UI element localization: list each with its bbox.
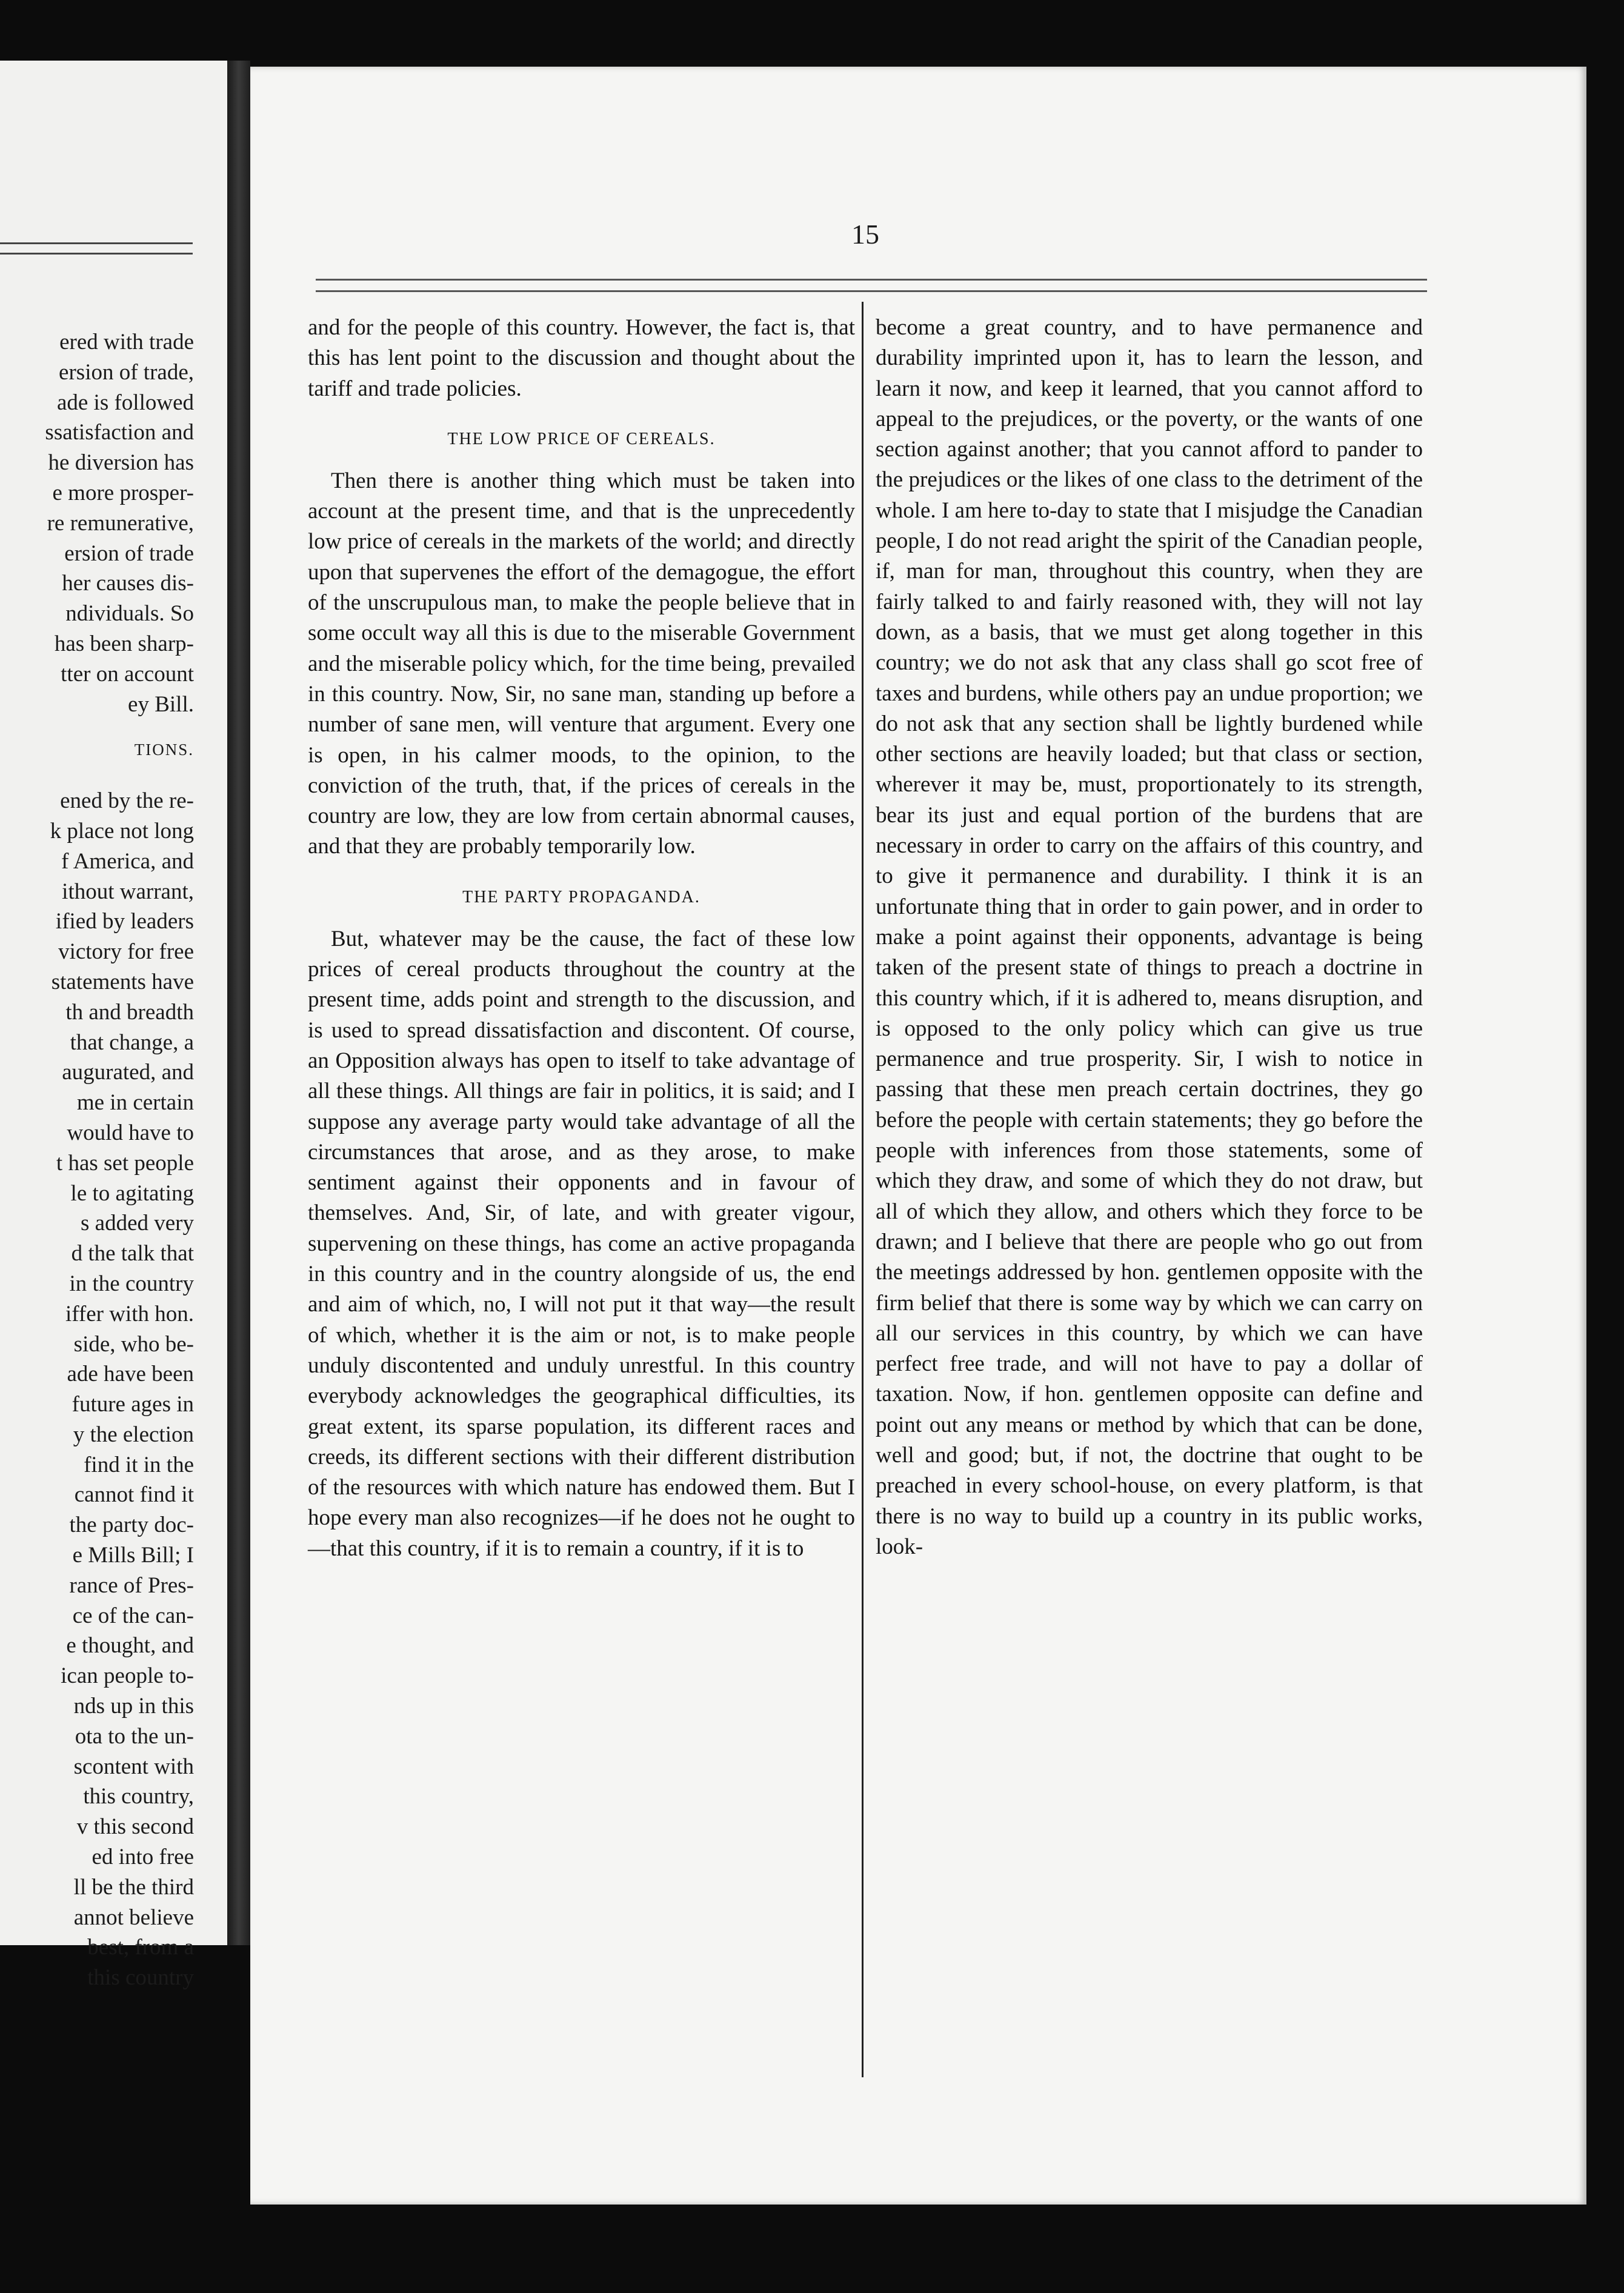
previous-page-line: best, from a bbox=[87, 1935, 194, 1960]
previous-page-line: victory for free bbox=[58, 939, 194, 965]
previous-page-rule bbox=[0, 242, 193, 255]
previous-page-line: cannot find it bbox=[74, 1482, 194, 1508]
previous-page-line: ll be the third bbox=[73, 1874, 194, 1900]
previous-page-line: ade is followed bbox=[56, 390, 194, 415]
previous-page-line: rance of Pres- bbox=[69, 1572, 194, 1598]
previous-page-line: ersion of trade, bbox=[59, 359, 194, 385]
previous-page-line: ota to the un- bbox=[75, 1723, 194, 1749]
previous-page-line: scontent with bbox=[73, 1754, 194, 1779]
previous-page-line: v this second bbox=[76, 1814, 194, 1840]
previous-page-line: ersion of trade bbox=[64, 541, 194, 566]
previous-page-line: in the country bbox=[69, 1271, 194, 1296]
previous-page-line: s added very bbox=[81, 1211, 194, 1236]
previous-page-line: t has set people bbox=[56, 1150, 194, 1176]
previous-page-line: me in certain bbox=[76, 1090, 194, 1116]
column-divider bbox=[862, 302, 864, 2077]
previous-page-line: statements have bbox=[51, 969, 194, 994]
page-number: 15 bbox=[851, 219, 879, 250]
previous-page-line: e Mills Bill; I bbox=[72, 1543, 194, 1568]
previous-page-line: he diversion has bbox=[48, 450, 194, 476]
previous-page-line: re remunerative, bbox=[47, 510, 194, 536]
paragraph-propaganda: But, whatever may be the cause, the fact of these low prices of cereal products throughout the country at the present time, adds point and strength to the discussion, and is used to spread dissatisfaction and discontent. Of course, an Opposition always has open to itself to take advantage of all these things. All things are fair in politics, it is said; and I suppose any average party would take advantage of all the circumstances that arose, and as they arose, to make sentiment against their opponents and in favour of themselves. And, Sir, of late, and with greater vigour, supervening on these things, has come an active propaganda in this country and in the country alongside of us, the end and aim of which, no, I will not put it that way—the result of which, whether it is the aim or not, is to make people unduly discontented and unduly unrestful. In this country everybody acknowledges the geographical difficulties, its great extent, its sparse population, its different races and creeds, its different sections with their different distribution of the resources with which nature has endowed them. But I hope every man also recognizes—if he does not he ought to—that this country, if it is to remain a country, if it is to bbox=[308, 926, 855, 1561]
previous-page-line: annot believe bbox=[73, 1905, 194, 1930]
previous-page-text bbox=[0, 327, 194, 1993]
previous-page-line: ithout warrant, bbox=[62, 879, 194, 904]
book-spine bbox=[227, 61, 250, 1945]
previous-page-line: side, who be- bbox=[73, 1331, 194, 1357]
previous-page-line: this country bbox=[87, 1965, 194, 1991]
page-15 bbox=[250, 67, 1586, 2205]
previous-page-lines-top bbox=[0, 327, 194, 719]
previous-page-heading: TIONS. bbox=[134, 740, 194, 759]
previous-page-line: the party doc- bbox=[69, 1513, 194, 1538]
previous-page-line: le to agitating bbox=[70, 1180, 194, 1206]
previous-page-line: that change, a bbox=[70, 1030, 194, 1055]
right-column bbox=[876, 313, 1423, 1562]
previous-page-line: tter on account bbox=[61, 661, 194, 687]
paragraph-cereals: Then there is another thing which must be taken into account at the present time, and that is the unprecedently low price of cereals in the markets of the world; and directly upon that supervenes the effort of the demagogue, the effort of the unscrupulous man, to make the people believe that in some occult way all this is due to the miserable Government and the miserable policy which, for the time being, prevailed in this country. Now, Sir, no sane man, standing up before a number of sane men, will venture that argument. Every one is open, in his calmer moods, to the opinion, to the conviction of the truth, that, if the prices of cereals in the country are low, they are low from certain abnormal causes, and that they are probably temporarily low. bbox=[308, 468, 855, 859]
previous-page-line: e thought, and bbox=[66, 1633, 194, 1659]
previous-page-line: ssatisfaction and bbox=[45, 420, 194, 445]
paragraph-permanence: become a great country, and to have permanence and durability imprinted upon it, has to learn the lesson, and learn it now, and keep it learned, that you cannot afford to appeal to the prejudices, or the poverty, or the wants of one section against another; that you cannot afford to pander to the prejudices or the likes of one class to the detriment of the whole. I am here to-day to state that I misjudge the Canadian people, I do not read aright the spirit of the Canadian people, if, man for man, throughout this country, when they are fairly talked to and fairly reasoned with, they will not lay down, as a basis, that we must get along together in this country; we do not ask that any class shall go scot free of taxes and burdens, while others pay an undue proportion; we do not ask that any section shall be lightly burdened while other sections are heavily loaded; but that class or section, wherever it may be, must, proportionately to its strength, bear its just and equal portion of the burdens that are necessary in order to carry on the affairs of this country, and to give it permanence and durability. I think it is an unfortunate thing that in order to gain power, and in order to make a point against their opponents, advantage is being taken of the present state of things to preach a doctrine in this country which, if it is adhered to, means disruption, and is opposed to the only policy which can give us true permanence and true prosperity. Sir, I wish to notice in passing that these men preach certain doctrines, they go before the people with certain statements; they go before the people with inferences from those statements, some of which they draw, and some of which they do not draw, but all of which they allow, and others which they force to be drawn; and I believe that there are people who go out from the meetings addressed by hon. gentlemen opposite with the firm belief that there is some way by which we can carry on all our services in this country, by which we can have perfect free trade, and will not have to pay a dollar of taxation. Now, if hon. gentlemen opposite can define and point out any means or method by which that can be done, well and good; but, if not, the doctrine that ought to be preached in every school-house, on every platform, is that there is no way to build up a country in its public works, look- bbox=[876, 315, 1423, 1559]
previous-page-line: k place not long bbox=[50, 818, 194, 844]
previous-page-line: th and breadth bbox=[65, 999, 194, 1025]
previous-page-line: ened by the re- bbox=[60, 788, 194, 814]
previous-page-line: has been sharp- bbox=[54, 631, 194, 656]
previous-page-line: ed into free bbox=[92, 1845, 194, 1870]
paragraph-continued: and for the people of this country. However, the fact is, that this has lent point to the discussion and thought about the tariff and trade policies. bbox=[308, 315, 855, 401]
previous-page-line: find it in the bbox=[84, 1452, 194, 1477]
previous-page-line: would have to bbox=[67, 1120, 194, 1145]
previous-page-line: e more prosper- bbox=[52, 480, 194, 505]
left-column bbox=[308, 313, 855, 1564]
previous-page-line: ndividuals. So bbox=[65, 601, 194, 627]
previous-page-line: her causes dis- bbox=[62, 571, 194, 596]
previous-page-line: ican people to- bbox=[61, 1663, 194, 1689]
previous-page-line: augurated, and bbox=[62, 1060, 194, 1085]
section-heading-cereals: THE LOW PRICE OF CEREALS. bbox=[447, 429, 716, 448]
previous-page-lines-bottom bbox=[0, 786, 194, 1993]
previous-page-line: d the talk that bbox=[71, 1241, 194, 1266]
previous-page-line: ade have been bbox=[67, 1362, 194, 1387]
previous-page-line: ified by leaders bbox=[55, 909, 194, 934]
header-rule bbox=[316, 279, 1427, 292]
previous-page-line: ey Bill. bbox=[128, 691, 194, 717]
previous-page-line: y the election bbox=[73, 1422, 194, 1447]
previous-page-line: future ages in bbox=[72, 1392, 194, 1417]
previous-page-line: ce of the can- bbox=[72, 1603, 194, 1628]
previous-page-line: ered with trade bbox=[59, 330, 194, 354]
previous-page-line: this country, bbox=[83, 1784, 194, 1809]
section-heading-propaganda: THE PARTY PROPAGANDA. bbox=[462, 887, 701, 907]
previous-page-line: nds up in this bbox=[73, 1694, 194, 1719]
previous-page-line: iffer with hon. bbox=[65, 1301, 194, 1326]
previous-page bbox=[0, 61, 227, 1991]
previous-page-line: f America, and bbox=[61, 848, 194, 874]
